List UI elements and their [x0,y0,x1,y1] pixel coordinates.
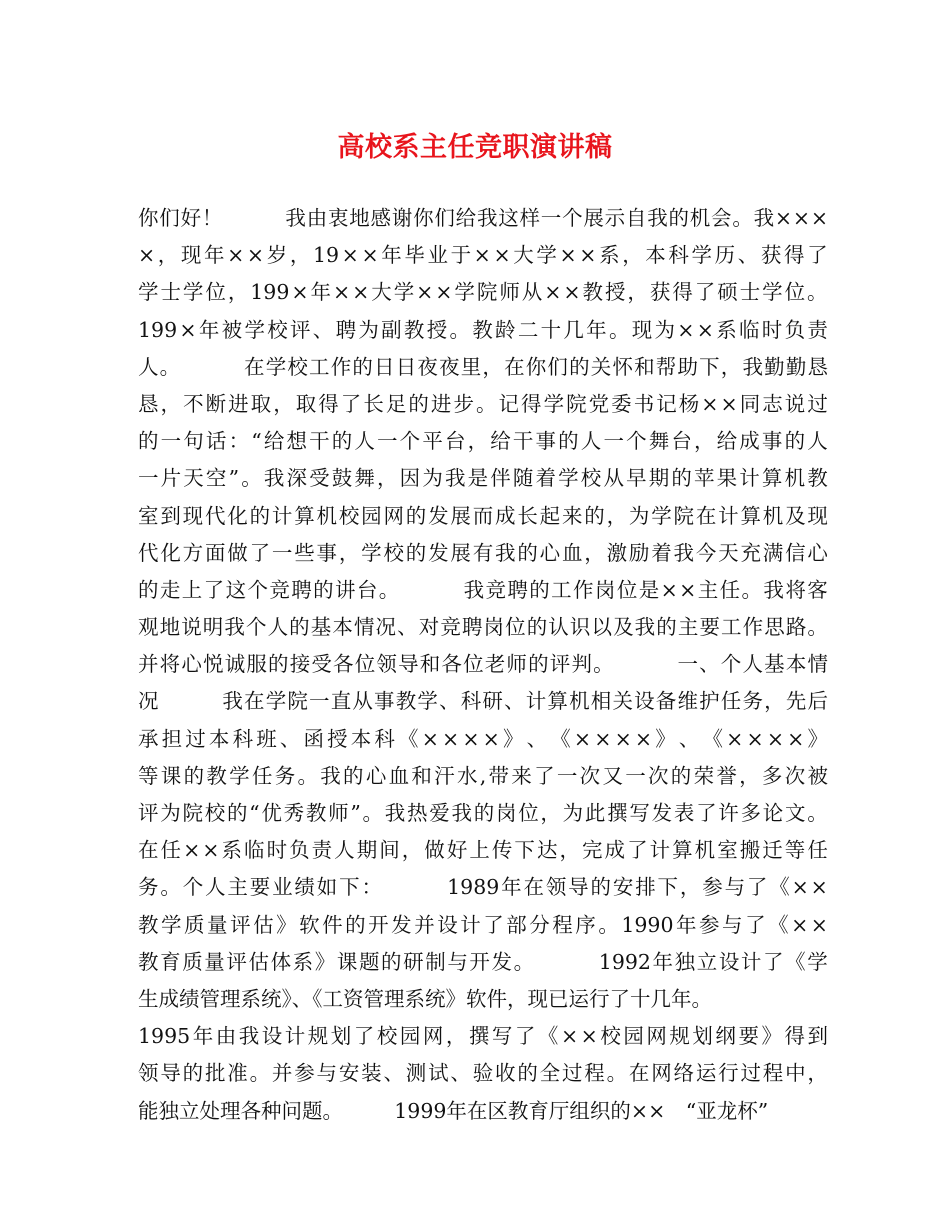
body-line: 领 导 的 批 准 。 并 参 与 安 装 、 测 试 、 验 收 的 全 过 程 。 在 网 络 运 行 过 程 中 ， [138,1061,828,1086]
body-line: 代 化 方 面 做 了 一 些 事 ， 学 校 的 发 展 有 我 的 心 血 ， 激 励 着 我 今 天 充 满 信 心 [138,540,828,565]
body-line: 的 一 句 话 ： “ 给 想 干 的 人 一 个 平 台 ， 给 干 事 的 人 一 个 舞 台 ， 给 成 事 的 人 [138,429,828,454]
body-line: 的 走 上 了 这 个 竞 聘 的 讲 台 。 我 竞 聘 的 工 作 岗 位 是 × × 主 任 。 我 将 客 [138,577,828,602]
body-line: 观 地 说 明 我 个 人 的 基 本 情 况 、 对 竞 聘 岗 位 的 认 识 以 及 我 的 主 要 工 作 思 路 。 [138,615,828,640]
body-line: 能独立处理各种问题。 1999年在区教育厅组织的×× “亚龙杯” [138,1098,769,1123]
body-line: 评 为 院 校 的 “ 优 秀 教 师 ” 。 我 热 爱 我 的 岗 位 ， 为 此 撰 写 发 表 了 许 多 论 文 。 [138,801,828,825]
document-body [138,200,828,1130]
document-title: 高校系主任竞职演讲稿 [337,132,613,163]
body-line: 你 们 好 ！ 我 由 衷 地 感 谢 你 们 给 我 这 样 一 个 展 示 自 我 的 机 会 。 我 × × × [138,206,828,230]
body-line: 室 到 现 代 化 的 计 算 机 校 园 网 的 发 展 而 成 长 起 来 的 ， 为 学 院 在 计 算 机 及 现 [138,503,828,528]
body-line: 在 任 × × 系 临 时 负 责 人 期 间 ， 做 好 上 传 下 达 ， 完 成 了 计 算 机 室 搬 迁 等 任 [138,838,828,863]
body-line: × ， 现 年 × × 岁 ， 19 × × 年 毕 业 于 × × 大 学 × × 系 ， 本 科 学 历 、 获 得 了 [138,243,828,268]
body-line: 生成绩管理系统》、《工资管理系统》软件，现已运行了十几年。 [138,986,712,1011]
body-line: 况 我 在 学 院 一 直 从 事 教 学 、 科 研 、 计 算 机 相 关 设 备 维 护 任 务 ， 先 后 [138,689,828,714]
body-line: 一 片 天 空 ” 。 我 深 受 鼓 舞 ， 因 为 我 是 伴 随 着 学 校 从 早 期 的 苹 果 计 算 机 教 [138,466,828,491]
body-line: 并 将 心 悦 诚 服 的 接 受 各 位 领 导 和 各 位 老 师 的 评 判 。 一 、 个 人 基 本 情 [138,652,828,677]
body-line: 学 士 学 位 ， 199 × 年 × × 大 学 × × 学 院 师 从 × × 教 授 ， 获 得 了 硕 士 学 位 。 [138,280,828,305]
body-line: 1995 年 由 我 设 计 规 划 了 校 园 网 ， 撰 写 了 《 × × 校 园 网 规 划 纲 要 》 得 到 [138,1024,828,1049]
body-line: 务 。 个 人 主 要 业 绩 如 下 ： 1989 年 在 领 导 的 安 排 下 ， 参 与 了 《 × × [138,875,828,900]
body-line: 教 育 质 量 评 估 体 系 》 课 题 的 研 制 与 开 发 。 1992 年 独 立 设 计 了 《 学 [138,949,828,974]
body-line: 人 。 在 学 校 工 作 的 日 日 夜 夜 里 ， 在 你 们 的 关 怀 和 帮 助 下 ， 我 勤 勤 恳 [138,354,828,379]
body-line: 恳 ， 不 断 进 取 ， 取 得 了 长 足 的 进 步 。 记 得 学 院 党 委 书 记 杨 × × 同 志 说 过 [138,391,828,416]
body-line: 承 担 过 本 科 班 、 函 授 本 科 《 × × × × 》 、 《 × × × × 》 、 《 × × × × 》 [138,726,828,751]
body-line: 199 × 年 被 学 校 评 、 聘 为 副 教 授 。 教 龄 二 十 几 年 。 现 为 × × 系 临 时 负 责 [138,317,828,342]
body-line: 教 学 质 量 评 估 》 软 件 的 开 发 并 设 计 了 部 分 程 序 。 1990 年 参 与 了 《 × × [138,912,828,937]
body-line: 等 课 的 教 学 任 务 。 我 的 心 血 和 汗 水 , 带 来 了 一 次 又 一 次 的 荣 誉 ， 多 次 被 [138,763,828,788]
